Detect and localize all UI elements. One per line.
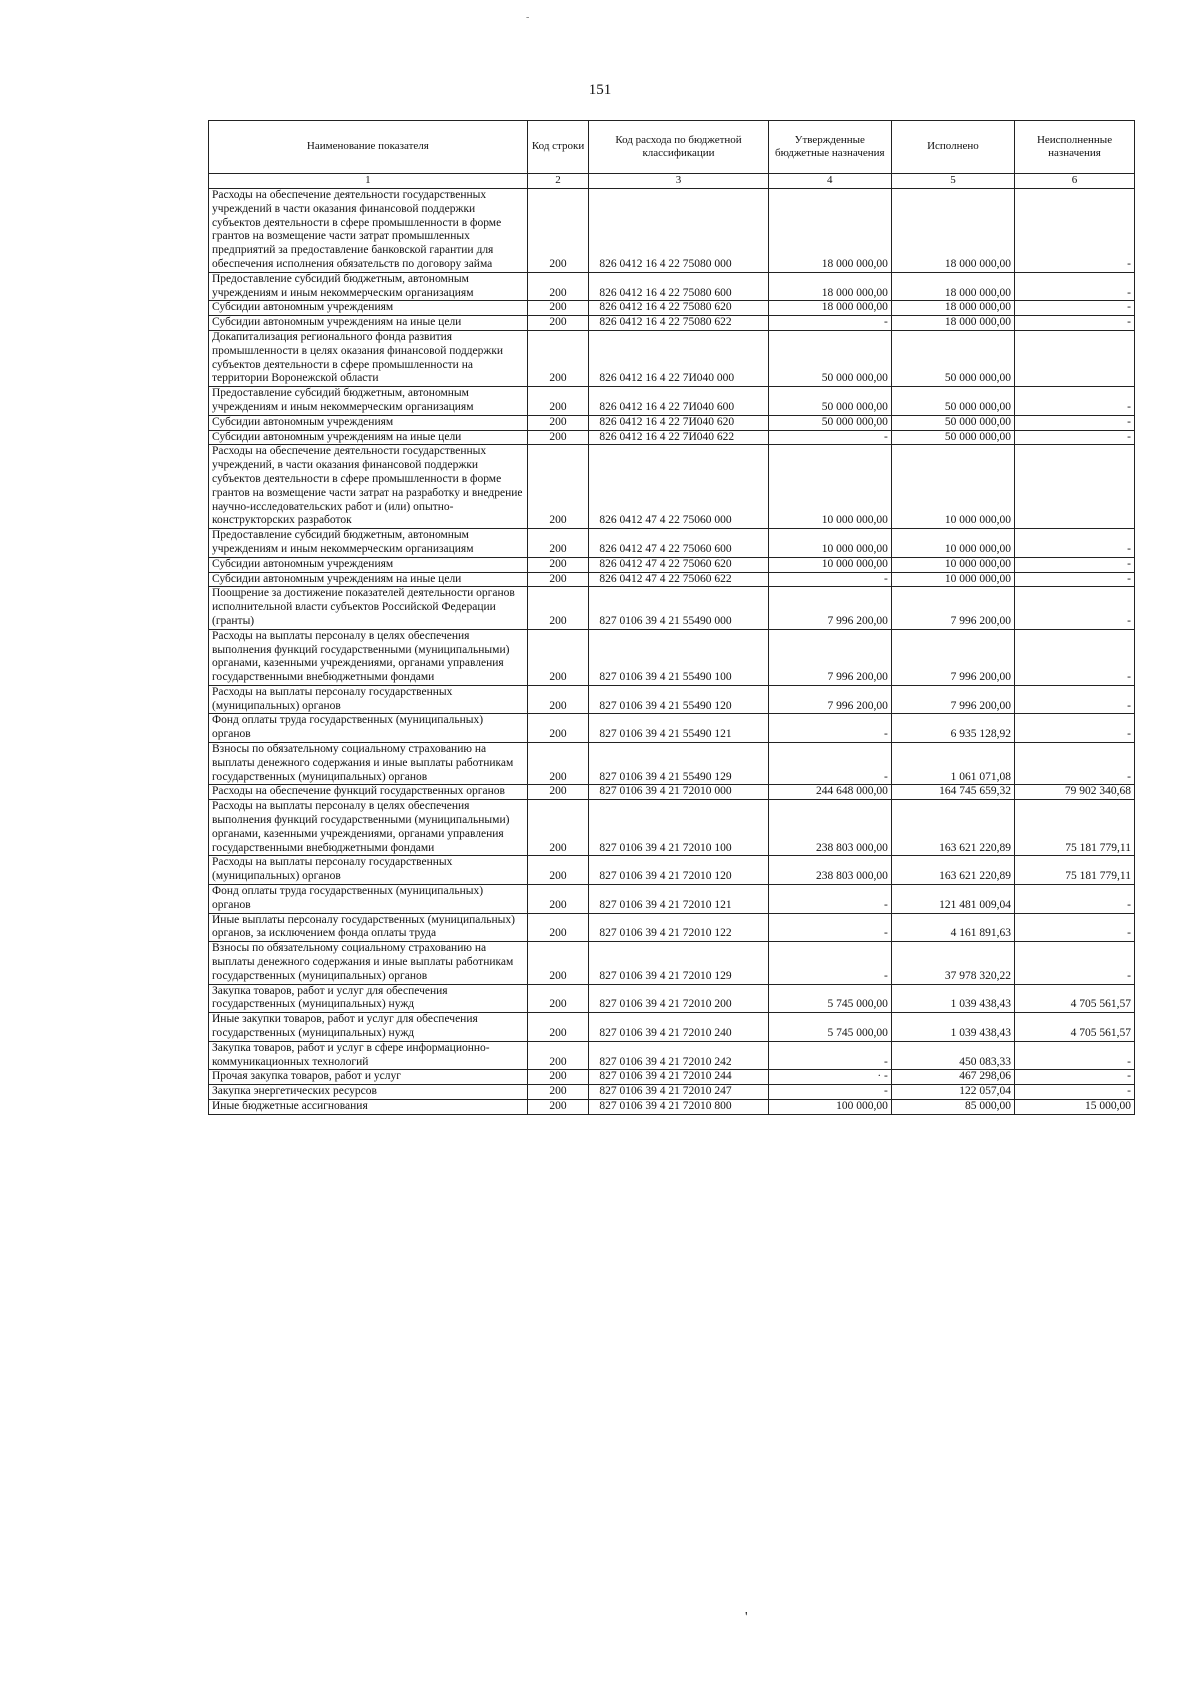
budget-execution-table [208, 120, 1135, 1115]
row-unexecuted: 15 000,00 [1015, 1100, 1135, 1115]
row-kbk: 827 0106 39 4 21 72010 000 [589, 785, 768, 800]
row-executed: 10 000 000,00 [891, 445, 1014, 529]
row-name: Субсидии автономным учреждениям [209, 557, 528, 572]
row-line-code: 200 [527, 714, 589, 743]
row-name: Поощрение за достижение показателей деятельности органов исполнительной власти субъектов Российской Федерации (гранты) [209, 587, 528, 629]
row-approved: 50 000 000,00 [768, 330, 891, 386]
row-executed: 1 039 438,43 [891, 984, 1014, 1013]
row-kbk: 827 0106 39 4 21 55490 000 [589, 587, 768, 629]
row-unexecuted: 79 902 340,68 [1015, 785, 1135, 800]
header-line-code: Код строки [527, 121, 589, 174]
row-executed: 50 000 000,00 [891, 415, 1014, 430]
row-line-code: 200 [527, 942, 589, 984]
row-executed: 10 000 000,00 [891, 572, 1014, 587]
row-line-code: 200 [527, 572, 589, 587]
row-executed: 164 745 659,32 [891, 785, 1014, 800]
row-unexecuted: - [1015, 942, 1135, 984]
row-line-code: 200 [527, 189, 589, 273]
row-name: Закупка энергетических ресурсов [209, 1085, 528, 1100]
row-line-code: 200 [527, 330, 589, 386]
row-executed: 50 000 000,00 [891, 330, 1014, 386]
row-unexecuted: - [1015, 316, 1135, 331]
row-approved: 50 000 000,00 [768, 415, 891, 430]
table-row [209, 572, 1135, 587]
row-name: Фонд оплаты труда государственных (муниципальных) органов [209, 714, 528, 743]
row-line-code: 200 [527, 685, 589, 714]
row-approved: - [768, 430, 891, 445]
row-unexecuted: - [1015, 1085, 1135, 1100]
row-line-code: 200 [527, 529, 589, 558]
row-unexecuted: - [1015, 572, 1135, 587]
table-header-row [209, 121, 1135, 174]
row-approved: - [768, 572, 891, 587]
row-unexecuted: - [1015, 714, 1135, 743]
row-approved: 7 996 200,00 [768, 629, 891, 685]
row-kbk: 826 0412 47 4 22 75060 600 [589, 529, 768, 558]
row-kbk: 827 0106 39 4 21 72010 200 [589, 984, 768, 1013]
page-number: 151 [588, 82, 612, 98]
row-executed: 10 000 000,00 [891, 557, 1014, 572]
row-executed: 4 161 891,63 [891, 913, 1014, 942]
row-line-code: 200 [527, 885, 589, 914]
row-line-code: 200 [527, 984, 589, 1013]
row-name: Субсидии автономным учреждениям на иные цели [209, 572, 528, 587]
row-name: Закупка товаров, работ и услуг для обеспечения государственных (муниципальных) нужд [209, 984, 528, 1013]
row-kbk: 826 0412 16 4 22 75080 620 [589, 301, 768, 316]
row-executed: 85 000,00 [891, 1100, 1014, 1115]
table-row [209, 629, 1135, 685]
row-name: Субсидии автономным учреждениям [209, 301, 528, 316]
row-kbk: 826 0412 47 4 22 75060 622 [589, 572, 768, 587]
row-unexecuted [1015, 330, 1135, 386]
table-row [209, 800, 1135, 856]
table-row [209, 587, 1135, 629]
row-executed: 37 978 320,22 [891, 942, 1014, 984]
row-kbk: 826 0412 16 4 22 7И040 620 [589, 415, 768, 430]
row-name: Расходы на обеспечение деятельности государственных учреждений, в части оказания финансовой поддержки субъектов деятельности в сфере промышленности в форме грантов на возмещение части затрат на разработку и внедрение научно-исследовательских работ и (или) опытно-конструкторских разработок [209, 445, 528, 529]
row-approved: 18 000 000,00 [768, 301, 891, 316]
row-executed: 1 061 071,08 [891, 743, 1014, 785]
column-number: 3 [589, 174, 768, 189]
row-approved: 244 648 000,00 [768, 785, 891, 800]
row-executed: 163 621 220,89 [891, 856, 1014, 885]
table-row [209, 430, 1135, 445]
row-line-code: 200 [527, 415, 589, 430]
row-approved: 50 000 000,00 [768, 387, 891, 416]
table-row [209, 1070, 1135, 1085]
column-number: 4 [768, 174, 891, 189]
row-approved: - [768, 714, 891, 743]
row-kbk: 827 0106 39 4 21 72010 100 [589, 800, 768, 856]
row-kbk: 827 0106 39 4 21 72010 247 [589, 1085, 768, 1100]
row-unexecuted: 4 705 561,57 [1015, 1013, 1135, 1042]
row-line-code: 200 [527, 557, 589, 572]
row-approved: - [768, 743, 891, 785]
row-executed: 122 057,04 [891, 1085, 1014, 1100]
row-line-code: 200 [527, 856, 589, 885]
table-row [209, 856, 1135, 885]
table-row [209, 685, 1135, 714]
row-kbk: 827 0106 39 4 21 72010 240 [589, 1013, 768, 1042]
row-executed: 121 481 009,04 [891, 885, 1014, 914]
row-line-code: 200 [527, 1041, 589, 1070]
row-approved: - [768, 1085, 891, 1100]
row-kbk: 827 0106 39 4 21 72010 121 [589, 885, 768, 914]
header-kbk: Код расхода по бюджетной классификации [589, 121, 768, 174]
table-row [209, 316, 1135, 331]
row-kbk: 827 0106 39 4 21 55490 129 [589, 743, 768, 785]
row-kbk: 827 0106 39 4 21 72010 129 [589, 942, 768, 984]
row-unexecuted: - [1015, 743, 1135, 785]
row-kbk: 827 0106 39 4 21 72010 120 [589, 856, 768, 885]
row-name: Предоставление субсидий бюджетным, автономным учреждениям и иным некоммерческим организациям [209, 272, 528, 301]
row-line-code: 200 [527, 1013, 589, 1042]
row-approved: 238 803 000,00 [768, 800, 891, 856]
table-row [209, 415, 1135, 430]
row-unexecuted: - [1015, 913, 1135, 942]
row-kbk: 827 0106 39 4 21 72010 244 [589, 1070, 768, 1085]
row-kbk: 826 0412 16 4 22 75080 000 [589, 189, 768, 273]
table-row [209, 885, 1135, 914]
row-executed: 18 000 000,00 [891, 189, 1014, 273]
column-number: 1 [209, 174, 528, 189]
row-name: Докапитализация регионального фонда развития промышленности в целях оказания финансовой поддержки субъектов деятельности в сфере промышленности на территории Воронежской области [209, 330, 528, 386]
row-unexecuted: - [1015, 629, 1135, 685]
row-unexecuted: 4 705 561,57 [1015, 984, 1135, 1013]
table-row [209, 529, 1135, 558]
row-line-code: 200 [527, 1070, 589, 1085]
table-row [209, 330, 1135, 386]
row-unexecuted: 75 181 779,11 [1015, 800, 1135, 856]
row-line-code: 200 [527, 785, 589, 800]
row-unexecuted: - [1015, 387, 1135, 416]
row-executed: 450 083,33 [891, 1041, 1014, 1070]
row-line-code: 200 [527, 316, 589, 331]
row-name: Фонд оплаты труда государственных (муниципальных) органов [209, 885, 528, 914]
table-row [209, 913, 1135, 942]
row-approved: 18 000 000,00 [768, 272, 891, 301]
scan-mark-bottom: ' [745, 1610, 748, 1625]
row-kbk: 827 0106 39 4 21 55490 121 [589, 714, 768, 743]
header-executed: Исполнено [891, 121, 1014, 174]
row-approved: 100 000,00 [768, 1100, 891, 1115]
row-name: Расходы на обеспечение функций государственных органов [209, 785, 528, 800]
row-executed: 18 000 000,00 [891, 301, 1014, 316]
row-name: Субсидии автономным учреждениям [209, 415, 528, 430]
row-name: Расходы на обеспечение деятельности государственных учреждений в части оказания финансовой поддержки субъектов деятельности в сфере промышленности в форме грантов на возмещение части затрат промышленных предприятий за предоставление банковской гарантии для обеспечения исполнения обязательств по договору займа [209, 189, 528, 273]
header-unexecuted: Неисполненные назначения [1015, 121, 1135, 174]
row-kbk: 826 0412 47 4 22 75060 620 [589, 557, 768, 572]
column-number-row [209, 174, 1135, 189]
column-number: 2 [527, 174, 589, 189]
row-approved: 7 996 200,00 [768, 685, 891, 714]
row-executed: 467 298,06 [891, 1070, 1014, 1085]
row-unexecuted: - [1015, 587, 1135, 629]
row-executed: 10 000 000,00 [891, 529, 1014, 558]
row-name: Расходы на выплаты персоналу в целях обеспечения выполнения функций государственными (муниципальными) органами, казенными учреждениями, органами управления государственными внебюджетными фондами [209, 800, 528, 856]
table-row [209, 1085, 1135, 1100]
table-row [209, 189, 1135, 273]
row-approved: - [768, 316, 891, 331]
row-line-code: 200 [527, 1085, 589, 1100]
row-name: Субсидии автономным учреждениям на иные цели [209, 430, 528, 445]
row-name: Закупка товаров, работ и услуг в сфере информационно-коммуникационных технологий [209, 1041, 528, 1070]
row-line-code: 200 [527, 743, 589, 785]
row-kbk: 826 0412 16 4 22 75080 600 [589, 272, 768, 301]
row-unexecuted: - [1015, 189, 1135, 273]
row-unexecuted: 75 181 779,11 [1015, 856, 1135, 885]
row-executed: 18 000 000,00 [891, 316, 1014, 331]
row-name: Расходы на выплаты персоналу государственных (муниципальных) органов [209, 856, 528, 885]
row-kbk: 827 0106 39 4 21 72010 122 [589, 913, 768, 942]
table-row [209, 1100, 1135, 1115]
row-executed: 1 039 438,43 [891, 1013, 1014, 1042]
row-kbk: 827 0106 39 4 21 72010 800 [589, 1100, 768, 1115]
row-name: Расходы на выплаты персоналу в целях обеспечения выполнения функций государственными (муниципальными) органами, казенными учреждениями, органами управления государственными внебюджетными фондами [209, 629, 528, 685]
row-approved: 10 000 000,00 [768, 557, 891, 572]
row-executed: 7 996 200,00 [891, 629, 1014, 685]
row-name: Предоставление субсидий бюджетным, автономным учреждениям и иным некоммерческим организациям [209, 529, 528, 558]
row-name: Иные бюджетные ассигнования [209, 1100, 528, 1115]
row-executed: 6 935 128,92 [891, 714, 1014, 743]
row-executed: 18 000 000,00 [891, 272, 1014, 301]
row-executed: 7 996 200,00 [891, 587, 1014, 629]
table-body [209, 189, 1135, 1115]
table-row [209, 942, 1135, 984]
row-unexecuted [1015, 445, 1135, 529]
row-line-code: 200 [527, 1100, 589, 1115]
table-row [209, 387, 1135, 416]
row-name: Иные закупки товаров, работ и услуг для обеспечения государственных (муниципальных) нужд [209, 1013, 528, 1042]
row-unexecuted: - [1015, 272, 1135, 301]
column-number: 6 [1015, 174, 1135, 189]
row-kbk: 826 0412 16 4 22 75080 622 [589, 316, 768, 331]
table-row [209, 272, 1135, 301]
row-name: Предоставление субсидий бюджетным, автономным учреждениям и иным некоммерческим организациям [209, 387, 528, 416]
row-executed: 7 996 200,00 [891, 685, 1014, 714]
row-unexecuted: - [1015, 885, 1135, 914]
row-unexecuted: - [1015, 301, 1135, 316]
row-approved: - [768, 1041, 891, 1070]
header-name: Наименование показателя [209, 121, 528, 174]
row-kbk: 827 0106 39 4 21 55490 100 [589, 629, 768, 685]
column-number: 5 [891, 174, 1014, 189]
table-row [209, 557, 1135, 572]
row-kbk: 826 0412 47 4 22 75060 000 [589, 445, 768, 529]
table-row [209, 1013, 1135, 1042]
row-line-code: 200 [527, 430, 589, 445]
row-executed: 50 000 000,00 [891, 387, 1014, 416]
row-unexecuted: - [1015, 1070, 1135, 1085]
row-approved: · - [768, 1070, 891, 1085]
row-name: Взносы по обязательному социальному страхованию на выплаты денежного содержания и иные выплаты работникам государственных (муниципальных) органов [209, 743, 528, 785]
table-row [209, 785, 1135, 800]
row-name: Субсидии автономным учреждениям на иные цели [209, 316, 528, 331]
table-row [209, 984, 1135, 1013]
row-line-code: 200 [527, 629, 589, 685]
row-approved: 10 000 000,00 [768, 445, 891, 529]
row-unexecuted: - [1015, 415, 1135, 430]
row-kbk: 826 0412 16 4 22 7И040 000 [589, 330, 768, 386]
row-name: Расходы на выплаты персоналу государственных (муниципальных) органов [209, 685, 528, 714]
row-line-code: 200 [527, 301, 589, 316]
table-row [209, 1041, 1135, 1070]
row-unexecuted: - [1015, 1041, 1135, 1070]
row-unexecuted: - [1015, 685, 1135, 714]
row-line-code: 200 [527, 387, 589, 416]
row-line-code: 200 [527, 913, 589, 942]
table-row [209, 743, 1135, 785]
row-unexecuted: - [1015, 430, 1135, 445]
row-unexecuted: - [1015, 529, 1135, 558]
row-approved: 238 803 000,00 [768, 856, 891, 885]
row-approved: 5 745 000,00 [768, 984, 891, 1013]
row-kbk: 827 0106 39 4 21 55490 120 [589, 685, 768, 714]
table-row [209, 714, 1135, 743]
row-approved: 18 000 000,00 [768, 189, 891, 273]
table-row [209, 301, 1135, 316]
row-approved: - [768, 942, 891, 984]
row-line-code: 200 [527, 800, 589, 856]
row-name: Взносы по обязательному социальному страхованию на выплаты денежного содержания и иные выплаты работникам государственных (муниципальных) органов [209, 942, 528, 984]
row-kbk: 826 0412 16 4 22 7И040 600 [589, 387, 768, 416]
header-approved: Утвержденные бюджетные назначения [768, 121, 891, 174]
row-line-code: 200 [527, 445, 589, 529]
scan-mark-top: - [526, 12, 530, 23]
row-approved: 7 996 200,00 [768, 587, 891, 629]
row-approved: - [768, 885, 891, 914]
row-executed: 163 621 220,89 [891, 800, 1014, 856]
row-executed: 50 000 000,00 [891, 430, 1014, 445]
row-name: Иные выплаты персоналу государственных (муниципальных) органов, за исключением фонда оплаты труда [209, 913, 528, 942]
row-kbk: 826 0412 16 4 22 7И040 622 [589, 430, 768, 445]
row-approved: 10 000 000,00 [768, 529, 891, 558]
row-name: Прочая закупка товаров, работ и услуг [209, 1070, 528, 1085]
row-unexecuted: - [1015, 557, 1135, 572]
row-kbk: 827 0106 39 4 21 72010 242 [589, 1041, 768, 1070]
row-line-code: 200 [527, 272, 589, 301]
row-approved: - [768, 913, 891, 942]
row-approved: 5 745 000,00 [768, 1013, 891, 1042]
table-row [209, 445, 1135, 529]
row-line-code: 200 [527, 587, 589, 629]
